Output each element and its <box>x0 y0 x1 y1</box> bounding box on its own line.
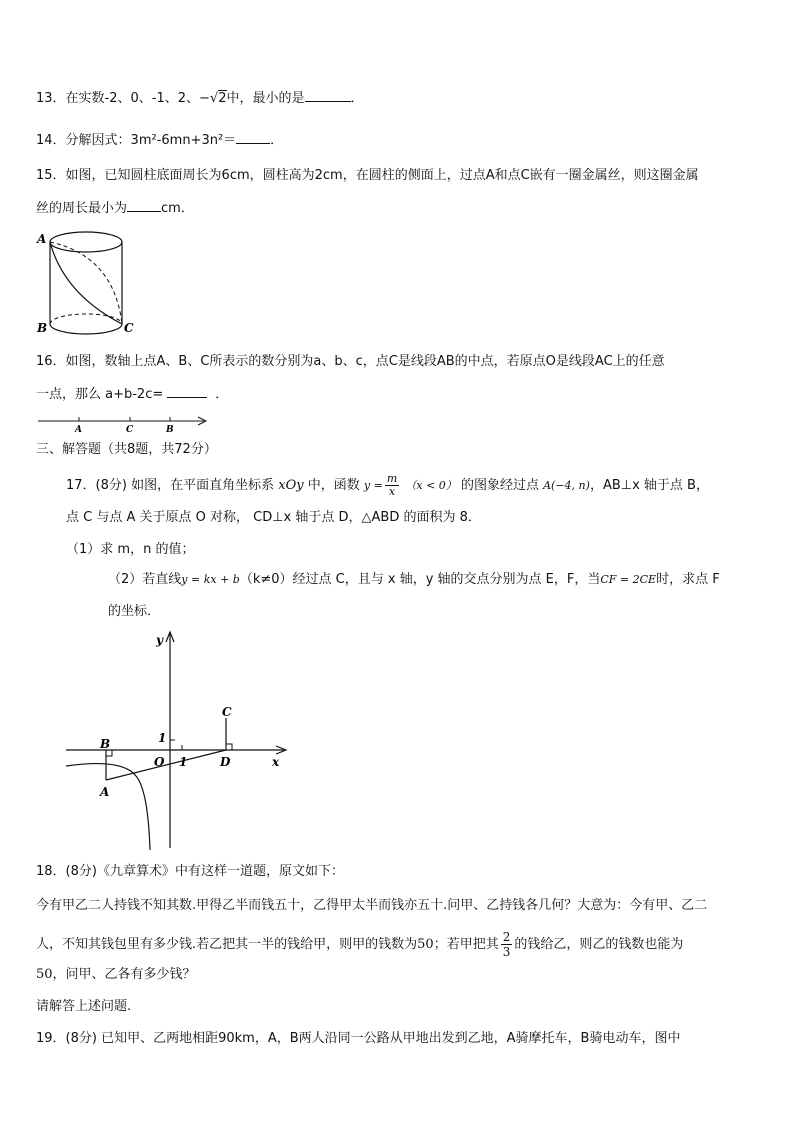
question-18-line4: 请解答上述问题. <box>36 999 132 1014</box>
q18-l2-a: 人，不知其钱包里有多少钱.若乙把其一半的钱给甲，则甲的钱数为 <box>36 937 418 952</box>
wire-front <box>50 242 122 324</box>
question-17-sub2-line2: 的坐标． <box>108 604 161 619</box>
q13-prefix: 13．在实数-2、0、-1、2、 <box>36 91 200 106</box>
axis-label-C: C <box>126 425 134 435</box>
question-18-line3 <box>36 966 196 984</box>
hyperbola-curve <box>66 764 150 850</box>
label-D-point: D <box>220 755 231 769</box>
question-17-line1 <box>66 473 709 498</box>
wire-back <box>50 242 122 324</box>
q18-l3: ，问甲、乙各有多少钱？ <box>52 967 196 982</box>
question-18-line1: 今有甲乙二人持钱不知其数.甲得乙半而钱五十，乙得甲太半而钱亦五十.问甲、乙持钱各几何？大意为：今有甲、乙二 <box>36 898 708 913</box>
q17-sub2-b: （k≠0）经过点 C，且与 x 轴，y 轴的交点分别为点 E，F，当 <box>239 572 601 587</box>
q13-suffix: 中，最小的是 <box>226 91 305 106</box>
fraction-numerator: 2 <box>502 930 511 944</box>
cylinder-bottom-front <box>50 324 122 334</box>
q13-neg: − <box>199 91 210 106</box>
label-x: x <box>272 755 280 769</box>
function-condition: （x < 0） <box>405 479 457 492</box>
q17-l1-c: 的图象经过点 <box>460 478 539 493</box>
axis-label-B: B <box>166 425 174 435</box>
q17-l1-a: 17．(8分) 如图，在平面直角坐标系 <box>66 478 275 493</box>
label-one-x: 1 <box>179 755 188 769</box>
two-thirds-fraction <box>501 930 513 959</box>
question-14 <box>36 131 283 150</box>
number-line-figure <box>36 413 211 435</box>
answer-blank <box>167 385 207 398</box>
q18-l2-c: 的钱给乙，则乙的钱数也能为 <box>514 937 684 952</box>
cylinder-top-ellipse <box>50 232 122 252</box>
q16-line2-pre: 一点，那么 a+b-2c= <box>36 387 164 402</box>
answer-blank <box>305 89 351 102</box>
question-19-line1: 19．(8分) 已知甲、乙两地相距90km，A，B两人沿同一公路从甲地出发到乙地，A骑摩托车，B骑电动车，图中 <box>36 1031 681 1046</box>
question-18-line2 <box>36 930 683 959</box>
q17-xoy: xOy <box>278 478 304 493</box>
question-17-sub2 <box>108 571 720 589</box>
function-lhs: y = <box>363 479 383 492</box>
fraction-numerator: m <box>386 472 398 485</box>
question-15-line2 <box>36 199 194 218</box>
question-15-line1: 15．如图，已知圆柱底面周长为6cm，圆柱高为2cm，在圆柱的侧面上，过点A和点C嵌有一圈金属丝，则这圈金属 <box>36 168 699 183</box>
amount-50: 50 <box>36 967 53 982</box>
q14-end: ． <box>270 133 284 148</box>
label-A-point: A <box>100 785 110 799</box>
label-O: O <box>154 755 165 769</box>
label-B-point: B <box>100 737 111 751</box>
label-A: A <box>37 232 47 246</box>
section-heading: 三、解答题（共8题，共72分） <box>36 442 217 457</box>
q17-l1-d: ，AB⊥x 轴于点 B， <box>589 478 709 493</box>
fraction-denominator: x <box>388 485 396 498</box>
q17-l1-b: 中，函数 <box>307 478 360 493</box>
function-fraction <box>385 473 399 498</box>
cf-ce-condition: CF = 2CE <box>600 573 657 586</box>
q18-l2-b: ；若甲把其 <box>433 937 499 952</box>
line-equation: y = kx + b <box>181 573 240 586</box>
question-16-line2 <box>36 385 228 404</box>
fraction-denominator: 3 <box>502 945 511 959</box>
right-angle-D <box>226 744 232 750</box>
label-one-y: 1 <box>158 731 167 745</box>
question-13 <box>36 89 364 108</box>
amount-50: 50 <box>417 937 434 952</box>
axis-label-A: A <box>75 425 82 435</box>
question-18-title: 18．(8分)《九章算术》中有这样一道题，原文如下： <box>36 864 344 879</box>
sqrt-symbol: √ <box>209 91 219 106</box>
q13-radicand: 2 <box>218 91 227 106</box>
q15-line2-post: cm． <box>161 201 194 216</box>
q14-text: 14．分解因式：3m²-6mn+3n²＝ <box>36 133 237 148</box>
q16-line2-post: ． <box>215 387 229 402</box>
cylinder-bottom-back <box>50 314 122 324</box>
label-C: C <box>124 321 134 335</box>
answer-blank <box>236 131 270 144</box>
question-16-line1: 16．如图，数轴上点A、B、C所表示的数分别为a、b、c，点C是线段AB的中点，若原点O是线段AC上的任意 <box>36 354 665 369</box>
q15-line2-pre: 丝的周长最小为 <box>36 201 128 216</box>
q13-end: ． <box>350 91 364 106</box>
label-y: y <box>156 633 163 647</box>
point-A-coords: A(−4, n) <box>543 479 590 492</box>
coordinate-graph <box>62 628 294 852</box>
question-17-sub1: （1）求 m，n 的值； <box>66 542 195 557</box>
question-17-line2: 点 C 与点 A 关于原点 O 对称， CD⊥x 轴于点 D，△ABD 的面积为 8． <box>66 510 481 525</box>
label-B: B <box>37 321 48 335</box>
label-C-point: C <box>222 705 232 719</box>
cylinder-figure <box>34 224 144 340</box>
q17-sub2-a: （2）若直线 <box>108 572 182 587</box>
q17-sub2-c: 时，求点 F <box>656 572 720 587</box>
segment-AD <box>106 750 226 780</box>
answer-blank <box>127 199 161 212</box>
